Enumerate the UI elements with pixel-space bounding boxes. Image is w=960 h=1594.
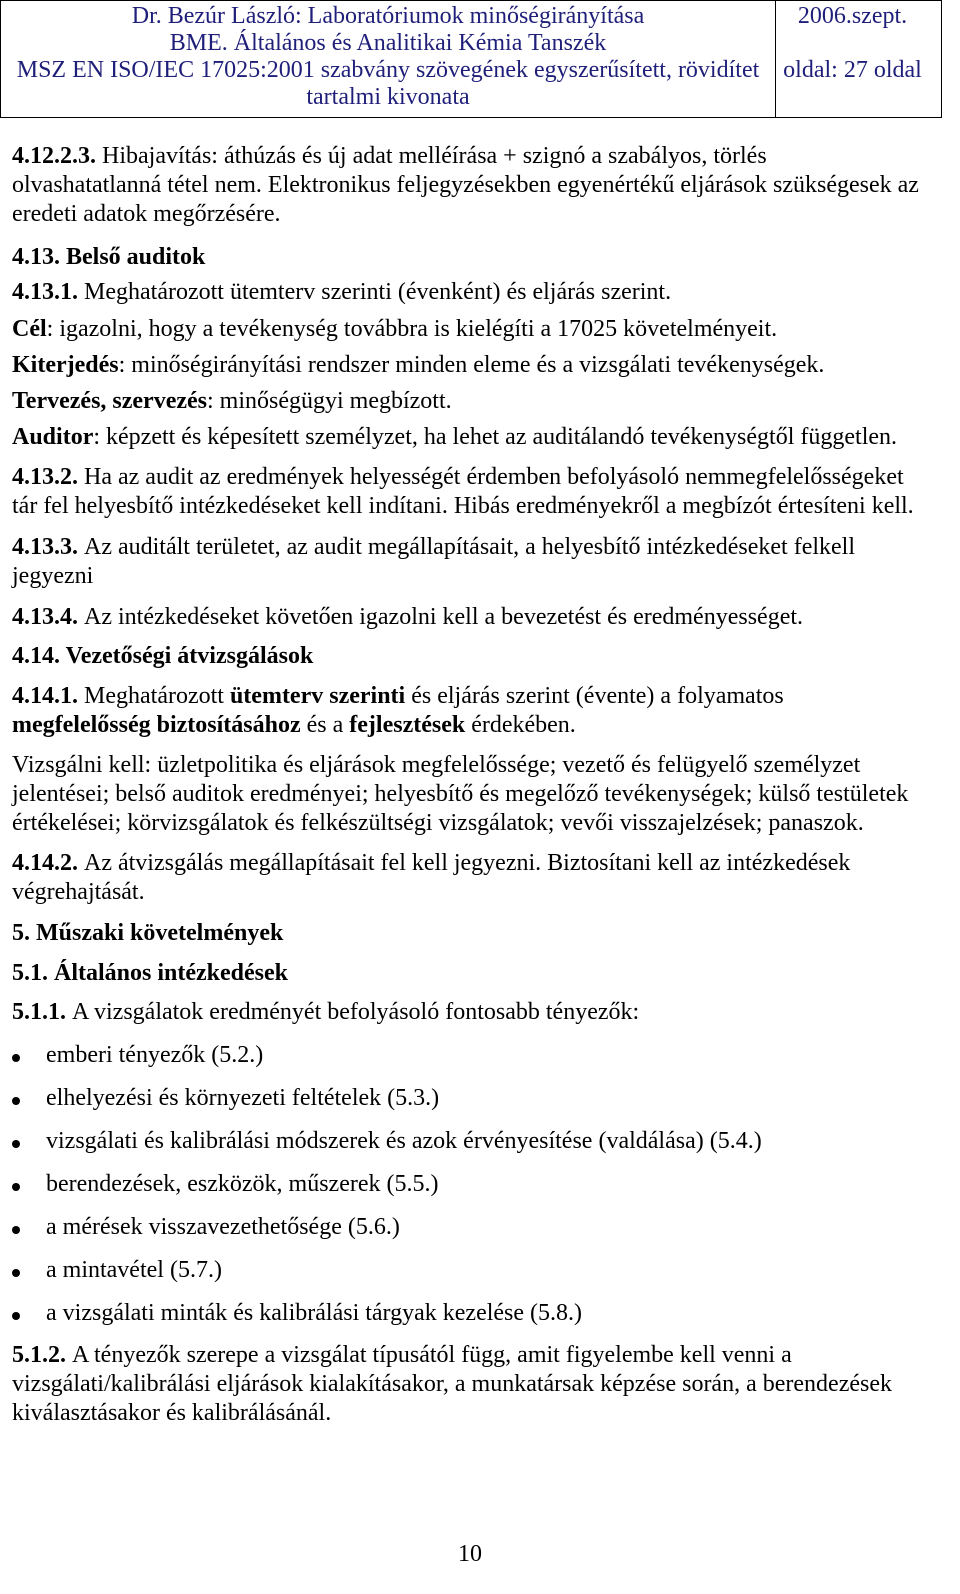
bullet-icon — [12, 1226, 20, 1234]
paragraph-text: Ha az audit az eredmények helyességét érdemben befolyásoló nemmegfelelősségeket — [84, 464, 904, 490]
header-page-info: oldal: 27 oldal — [783, 57, 922, 83]
review-scope-paragraph — [12, 751, 908, 838]
header-title-cell — [1, 1, 776, 117]
paragraph-text: jegyezni — [12, 563, 94, 589]
header-department: BME. Általános és Analitikai Kémia Tanszék — [169, 30, 607, 56]
section-4-13-2 — [12, 463, 914, 521]
section-number: 5.1.1. — [12, 999, 66, 1025]
audit-detail-scope — [12, 351, 824, 380]
paragraph-text: Az intézkedéseket követően igazolni kell a bevezetést és eredményességet. — [84, 604, 804, 630]
paragraph-text: kiválasztásakor és kalibrálásánál. — [12, 1400, 332, 1426]
paragraph-text: Vizsgálni kell: üzletpolitika és eljárások megfelelőssége; vezető és felügyelő személyzet — [12, 752, 861, 778]
list-item-text: a vizsgálati minták és kalibrálási tárgyak kezelése (5.8.) — [46, 1300, 583, 1326]
detail-text: : igazolni, hogy a tevékenység továbbra is kielégíti a 17025 követelményeit. — [46, 316, 778, 342]
section-number: 4.14.1. — [12, 683, 78, 709]
bullet-icon — [12, 1312, 20, 1320]
audit-detail-auditor — [12, 423, 897, 452]
section-number: 4.12.2.3. — [12, 143, 96, 169]
list-item — [12, 1170, 932, 1199]
emphasis-text: fejlesztések — [349, 712, 466, 738]
bullet-icon — [12, 1183, 20, 1191]
section-4-13-1 — [12, 278, 671, 307]
header-standard: MSZ EN ISO/IEC 17025:2001 szabvány szövegének egyszerűsített, rövidítet — [16, 57, 760, 83]
paragraph-text: A vizsgálatok eredményét befolyásoló fontosabb tényezők: — [72, 999, 640, 1025]
paragraph-text: érdekében. — [471, 712, 576, 738]
section-4-13-4 — [12, 603, 803, 632]
detail-label: Auditor — [12, 424, 94, 450]
list-item — [12, 1256, 932, 1285]
paragraph-text: tár fel helyesbítő intézkedéseket kell indítani. Hibás eredményekről a megbízót értesíteni kell. — [12, 493, 914, 519]
paragraph-text: Az átvizsgálás megállapításait fel kell jegyezni. Biztosítani kell az intézkedések — [84, 850, 851, 876]
list-item — [12, 1041, 932, 1070]
paragraph-text: vizsgálati/kalibrálási eljárások kialakításakor, a munkatársak képzése során, a berendezések — [12, 1371, 892, 1397]
header-meta-cell — [776, 1, 941, 117]
detail-text: : minőségirányítási rendszer minden eleme és a vizsgálati tevékenységek. — [118, 352, 825, 378]
paragraph-text: Meghatározott — [84, 683, 224, 709]
paragraph-text: végrehajtását. — [12, 879, 145, 905]
section-4-12-2-3 — [12, 142, 919, 229]
list-item — [12, 1299, 932, 1328]
paragraph-text: és a — [306, 712, 344, 738]
heading-5-1: 5.1. Általános intézkedések — [12, 960, 288, 986]
list-item-text: a mintavétel (5.7.) — [46, 1257, 222, 1283]
list-item-text: elhelyezési és környezeti feltételek (5.3.) — [46, 1085, 440, 1111]
paragraph-line — [12, 142, 919, 171]
paragraph-text: Hibajavítás: áthúzás és új adat melléírása + szignó a szabályos, törlés — [102, 143, 767, 169]
section-number: 4.13.1. — [12, 279, 78, 305]
list-item-text: vizsgálati és kalibrálási módszerek és azok érvényesítése (valdálása) (5.4.) — [46, 1128, 762, 1154]
paragraph-text: jelentései; belső auditok eredményei; helyesbítő és megelőző tevékenységek; külső testületek — [12, 781, 909, 807]
paragraph-text: Az auditált területet, az audit megállapításait, a helyesbítő intézkedéseket felkell — [84, 534, 856, 560]
section-5-1-2 — [12, 1341, 892, 1428]
section-number: 4.13.3. — [12, 534, 78, 560]
section-4-14-1 — [12, 682, 784, 740]
paragraph-text: értékelései; körvizsgálatok és felkészültségi vizsgálatok; vevői visszajelzések; panaszok. — [12, 810, 864, 836]
paragraph-line — [12, 1341, 892, 1370]
paragraph-line — [12, 682, 784, 711]
bullet-icon — [12, 1140, 20, 1148]
paragraph-line — [12, 711, 784, 740]
bullet-icon — [12, 1054, 20, 1062]
paragraph-line — [12, 849, 850, 878]
list-item — [12, 1084, 932, 1113]
section-4-14-2 — [12, 849, 850, 907]
header-subtitle: tartalmi kivonata — [306, 84, 470, 110]
section-5-1-1 — [12, 998, 639, 1027]
section-4-13-3 — [12, 533, 855, 590]
detail-label: Kiterjedés — [12, 352, 119, 378]
paragraph-text: eredeti adatok megőrzésére. — [12, 201, 281, 227]
audit-detail-planning — [12, 387, 452, 416]
section-number: 4.13.4. — [12, 604, 78, 630]
detail-text: : minőségügyi megbízott. — [207, 388, 452, 414]
detail-label: Cél — [12, 316, 47, 342]
list-item — [12, 1127, 932, 1156]
section-number: 4.13.2. — [12, 464, 78, 490]
list-item — [12, 1213, 932, 1242]
paragraph-text: Meghatározott ütemterv szerinti (évenként) és eljárás szerint. — [84, 279, 672, 305]
heading-4-13: 4.13. Belső auditok — [12, 244, 206, 270]
list-item-text: a mérések visszavezethetősége (5.6.) — [46, 1214, 400, 1240]
paragraph-line — [12, 533, 855, 562]
heading-5: 5. Műszaki követelmények — [12, 920, 284, 946]
emphasis-text: megfelelősség biztosításához — [12, 712, 301, 738]
page-number: 10 — [458, 1541, 482, 1567]
header-date: 2006.szept. — [797, 3, 908, 29]
bullet-icon — [12, 1097, 20, 1105]
detail-label: Tervezés, szervezés — [12, 388, 207, 414]
paragraph-text: olvashatatlanná tétel nem. Elektronikus feljegyzésekben egyenértékű eljárások szükségesek az — [12, 172, 919, 198]
header-author-title: Dr. Bezúr László: Laboratóriumok minőségirányítása — [131, 3, 645, 29]
list-item-text: berendezések, eszközök, műszerek (5.5.) — [46, 1171, 439, 1197]
list-item-text: emberi tényezők (5.2.) — [46, 1042, 264, 1068]
bullet-icon — [12, 1269, 20, 1277]
section-number: 4.14.2. — [12, 850, 78, 876]
detail-text: : képzett és képesített személyzet, ha lehet az auditálandó tevékenységtől független. — [93, 424, 898, 450]
section-number: 5.1.2. — [12, 1342, 66, 1368]
paragraph-text: A tényezők szerepe a vizsgálat típusától függ, amit figyelembe kell venni a — [72, 1342, 792, 1368]
emphasis-text: ütemterv szerinti — [229, 683, 406, 709]
paragraph-text: és eljárás szerint (évente) a folyamatos — [411, 683, 784, 709]
heading-4-14: 4.14. Vezetőségi átvizsgálások — [12, 643, 314, 669]
audit-detail-goal — [12, 315, 777, 344]
page-header — [0, 0, 942, 118]
paragraph-line — [12, 463, 914, 492]
